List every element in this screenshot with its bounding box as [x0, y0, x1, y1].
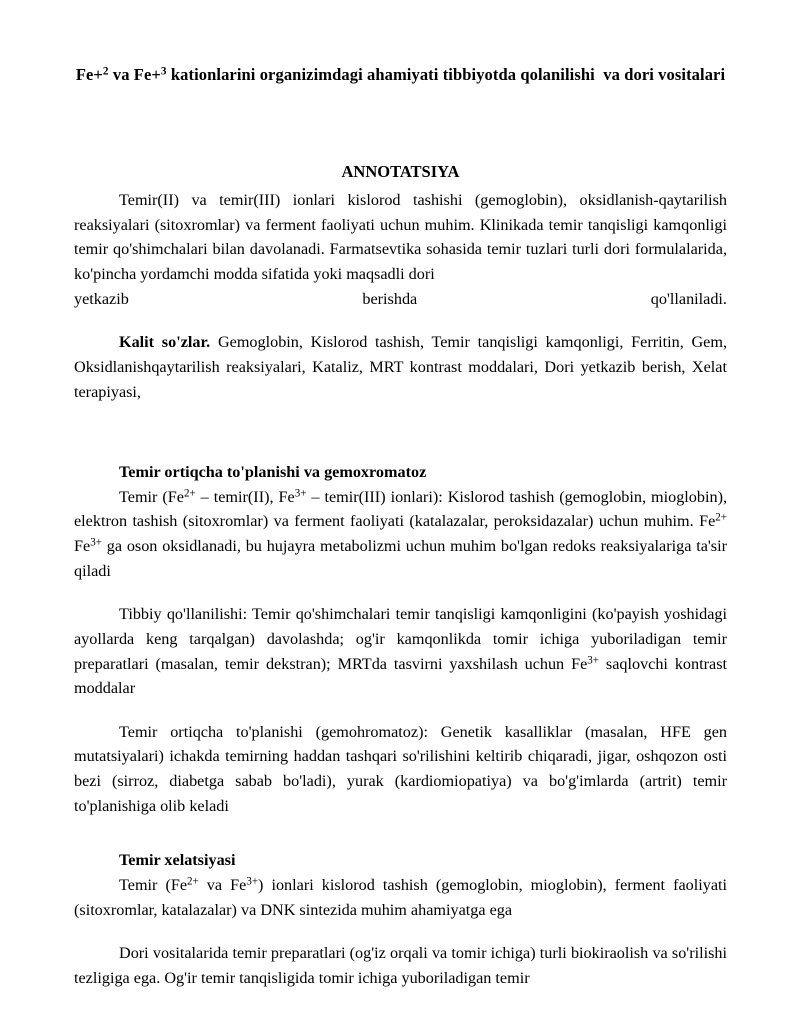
- s1p1-suffix: ga oson oksidlanadi, bu hujayra metabolizmi uchun muhim bo'lgan redoks reaksiyalariga ta'sir qiladi: [74, 537, 727, 580]
- s1p1-mid-3: Fe: [74, 537, 91, 556]
- annotation-last-line-word-1: yetkazib: [74, 289, 129, 308]
- s1p1-mid-2: – temir(III) ionlari): Kislorod tashish (gemoglobin, mioglobin), elektron tashish (sitoxromlar) va ferment faoliyati (katalazalar, peroksidazalar) uchun muhim. Fe: [74, 487, 728, 531]
- annotation-last-line-word-3: qo'llaniladi.: [650, 289, 727, 308]
- s2p1-suffix: ) ionlari kislorod tashish (gemoglobin, mioglobin), ferment faoliyati (sitoxromlar, katalazalar) va DNK sintezida muhim ahamiyatga ega: [74, 875, 728, 919]
- keywords-label: Kalit so'zlar.: [119, 333, 211, 352]
- section2-paragraph-1: [74, 873, 727, 922]
- s1p1-superscript-2: 3+: [294, 487, 307, 500]
- s1p1-superscript-3: 2+: [715, 512, 727, 525]
- title-superscript-2: 2: [102, 65, 109, 78]
- keywords-list: Gemoglobin, Kislorod tashish, Temir tanqisligi kamqonligi, Ferritin, Gem, Oksidlanishqaytarilish reaksiyalari, Kataliz, MRT kontrast moddalari, Dori yetkazib berish, Xelat terapiyasi,: [74, 333, 727, 401]
- section1-paragraph-3: Temir ortiqcha to'planishi (gemohromatoz): Genetik kasalliklar (masalan, HFE gen mutatsiyalari) ichakda temirning haddan tashqari so'rilishini keltirib chiqaradi, jigar, oshqozon osti bezi (sirroz, diabetga sabab bo'ladi), yurak (kardiomiopatiya) va bo'g'imlarda (artrit) temir to'planishiga olib keladi: [74, 722, 727, 815]
- s2p1-superscript-2: 3+: [246, 875, 259, 888]
- annotation-last-line-word-2: berishda: [362, 289, 418, 308]
- s2p1-mid-1: va Fe: [198, 875, 247, 894]
- s1p2-superscript: 3+: [587, 654, 599, 667]
- section1-paragraph-2: [74, 602, 727, 701]
- s1p1-superscript-4: 3+: [90, 536, 102, 549]
- section-heading-iron-overload: Temir ortiqcha to'planishi va gemoxromatoz: [119, 463, 427, 482]
- document-title: [74, 0, 727, 86]
- s1p1-prefix: Temir (Fe: [119, 487, 184, 506]
- keywords-paragraph: [74, 330, 727, 404]
- document-text-column: [74, 0, 727, 990]
- title-superscript-3: 3: [160, 65, 167, 78]
- s1p1-mid-1: – temir(II), Fe: [195, 487, 295, 506]
- annotation-paragraph: Temir(II) va temir(III) ionlari kislorod tashishi (gemoglobin), oksidlanish-qaytarilish reaksiyalari (sitoxromlar) va ferment faoliyati uchun muhim. Klinikada temir tanqisligi kamqonligi temir qo'shimchalari bilan davolanadi. Farmatsevtika sohasida temir tuzlari turli dori formulalarida, ko'pincha yordamchi modda sifatida yoki maqsadli dori: [74, 191, 727, 284]
- document-title-line-2: vositalari: [658, 65, 726, 84]
- s1p1-superscript-1: 2+: [183, 487, 196, 500]
- document-title-line-1: Fe+$^2$ va Fe+$^3$ kationlarini organizimdagi ahamiyati tibbiyotda qolanilishi va dori: [75, 65, 654, 84]
- s1p2-prefix: Tibbiy qo'llanilishi: Temir qo'shimchalari temir tanqisligi kamqonligini (ko'payish yoshidagi ayollarda keng tarqalgan) davolashda; og'ir kamqonlikda tomir ichiga yuboriladigan temir preparatlari (masalan, temir dekstran); MRTda tasvirni yaxshilash uchun Fe: [74, 605, 727, 673]
- s2p1-superscript-1: 2+: [187, 875, 199, 888]
- section-heading-iron-chelation: Temir xelatsiyasi: [119, 851, 236, 870]
- s2p1-prefix: Temir (Fe: [119, 875, 188, 894]
- annotation-heading: ANNOTATSIYA: [341, 162, 460, 182]
- section2-paragraph-2: Dori vositalarida temir preparatlari (og'iz orqali va tomir ichiga) turli biokiraolish va so'rilishi tezligiga ega. Og'ir temir tanqisligida tomir ichiga yuboriladigan temir: [74, 944, 727, 987]
- section1-paragraph-1: [74, 485, 727, 584]
- s1p2-suffix: saqlovchi kontrast moddalar: [74, 654, 727, 698]
- annotation-last-line: [74, 287, 727, 312]
